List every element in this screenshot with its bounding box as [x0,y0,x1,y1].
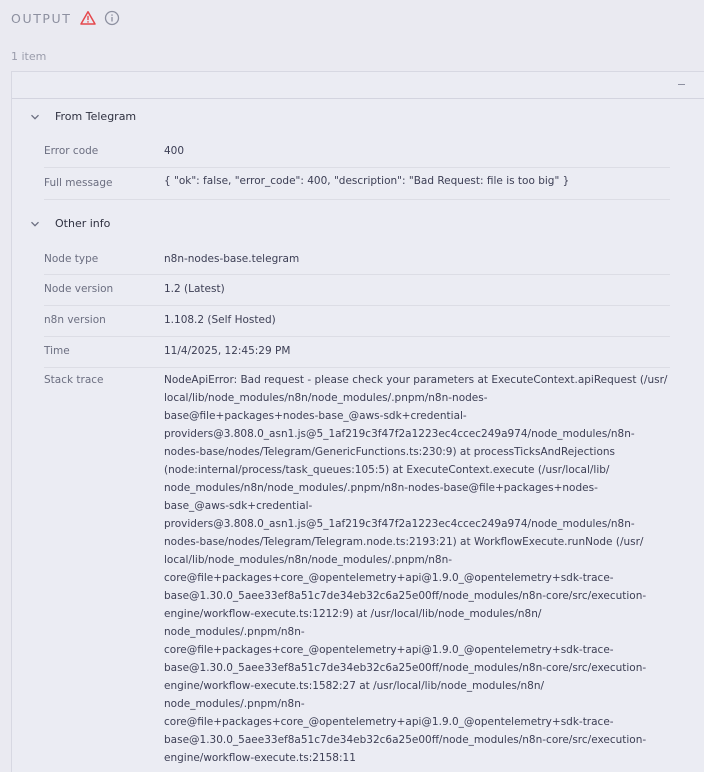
detail-row-node-type [44,244,670,275]
stack-trace-line: local/lib/node_modules/n8n/node_modules/.pnpm/n8n-nodes- [164,392,488,404]
item-count: 1 item [11,50,47,63]
detail-row-n8n-version [44,306,670,337]
stack-trace-line: core@file+packages+core_@opentelemetry+api@1.9.0_@opentelemetry+sdk-trace- [164,716,614,728]
stack-trace-value [164,371,670,767]
stack-trace-line: core@file+packages+core_@opentelemetry+api@1.9.0_@opentelemetry+sdk-trace- [164,644,614,656]
row-label: Full message [44,177,113,189]
info-circle-icon[interactable] [104,10,120,26]
stack-trace-line: (node:internal/process/task_queues:105:5) at ExecuteContext.execute (/usr/local/lib/ [164,464,610,476]
stack-trace-line: engine/workflow-execute.ts:2158:11 [164,752,356,764]
row-value: 400 [164,145,185,157]
stack-trace-line: base@1.30.0_5aee33ef8a51c7de34eb32c6a25e00ff/node_modules/n8n-core/src/execution- [164,734,647,746]
row-value: n8n-nodes-base.telegram [164,253,300,265]
stack-trace-line: engine/workflow-execute.ts:1212:9) at /usr/local/lib/node_modules/n8n/ [164,608,542,620]
panel-toolbar [12,72,704,99]
stack-trace-line: base@1.30.0_5aee33ef8a51c7de34eb32c6a25e00ff/node_modules/n8n-core/src/execution- [164,590,647,602]
stack-trace-line: node_modules/.pnpm/n8n- [164,698,305,710]
chevron-down-icon [30,112,40,122]
row-label: n8n version [44,314,106,326]
stack-trace-line: nodes-base/nodes/Telegram/GenericFunctions.ts:230:9) at processTicksAndRejections [164,446,615,458]
row-value: 1.108.2 (Self Hosted) [164,314,276,326]
stack-trace-line: local/lib/node_modules/n8n/node_modules/.pnpm/n8n- [164,554,453,566]
stack-trace-line: NodeApiError: Bad request - please check your parameters at ExecuteContext.apiRequest (/usr/ [164,374,668,386]
section-title: Other info [55,217,111,230]
stack-trace-line: nodes-base/nodes/Telegram/Telegram.node.ts:2193:21) at WorkflowExecute.runNode (/usr/ [164,536,644,548]
stack-trace-line: base@file+packages+nodes-base_@aws-sdk+credential- [164,410,467,422]
section-title: From Telegram [55,110,137,123]
warning-triangle-icon[interactable] [80,10,96,26]
row-label: Node type [44,253,99,265]
row-label: Time [44,345,70,357]
row-value: { "ok": false, "error_code": 400, "description": "Bad Request: file is too big" } [164,175,570,187]
detail-row-full-message [44,168,670,200]
collapse-button[interactable] [675,73,687,87]
error-panel [11,71,704,772]
stack-trace-line: providers@3.808.0_asn1.js@5_1af219c3f47f2a1223ec4ccec249a974/node_modules/n8n- [164,518,635,530]
section-header-telegram[interactable] [30,110,136,123]
row-label: Error code [44,145,99,157]
output-header [11,8,120,28]
minus-icon [678,84,685,85]
chevron-down-icon [30,219,40,229]
stack-trace-line: node_modules/.pnpm/n8n- [164,626,305,638]
stack-trace-line: base_@aws-sdk+credential- [164,500,313,512]
stack-trace-line: node_modules/n8n/node_modules/.pnpm/n8n-nodes-base@file+packages+nodes- [164,482,598,494]
stack-trace-line: providers@3.808.0_asn1.js@5_1af219c3f47f2a1223ec4ccec249a974/node_modules/n8n- [164,428,635,440]
detail-row-time [44,337,670,368]
stack-trace-label: Stack trace [44,374,104,386]
row-value: 11/4/2025, 12:45:29 PM [164,345,291,357]
row-value: 1.2 (Latest) [164,283,225,295]
stack-trace-line: engine/workflow-execute.ts:1582:27 at /usr/local/lib/node_modules/n8n/ [164,680,545,692]
section-header-other-info[interactable] [30,217,110,230]
detail-row-node-version [44,275,670,306]
stack-trace-line: base@1.30.0_5aee33ef8a51c7de34eb32c6a25e00ff/node_modules/n8n-core/src/execution- [164,662,647,674]
stack-trace-line: core@file+packages+core_@opentelemetry+api@1.9.0_@opentelemetry+sdk-trace- [164,572,614,584]
output-title: OUTPUT [11,10,72,26]
detail-row-error-code [44,136,670,168]
row-label: Node version [44,283,114,295]
